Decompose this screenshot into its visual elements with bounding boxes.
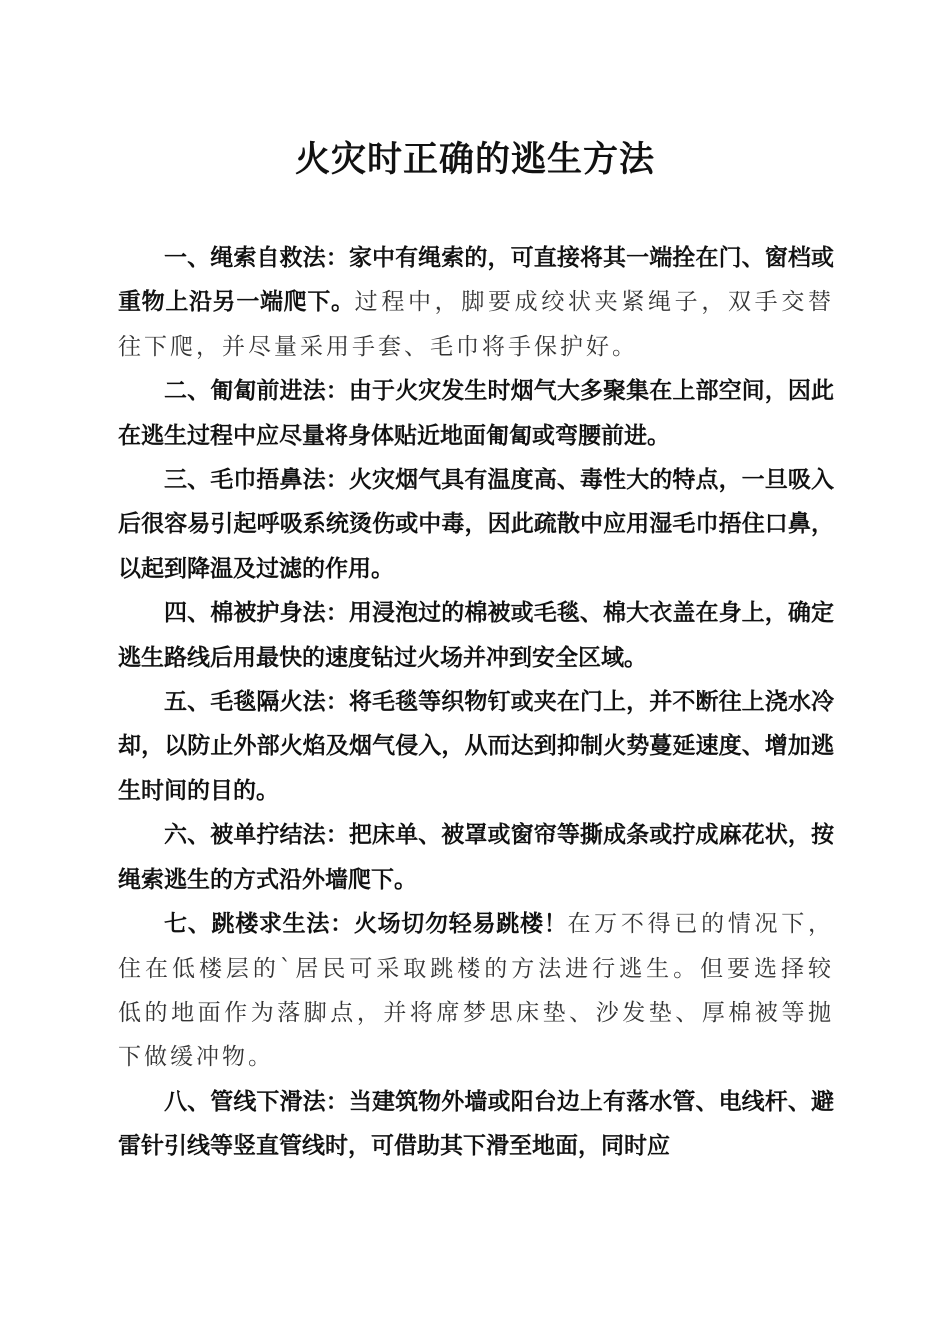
- paragraph-1-main: 一、绳索自救法：家中有绳索的，可直接将其一端拴在门、窗档或重物上沿另一端爬下。: [118, 245, 834, 316]
- paragraph-1: [118, 236, 834, 369]
- paragraph-5-main: 五、毛毯隔火法：将毛毯等织物钉或夹在门上，并不断往上浇水冷却，以防止外部火焰及烟气侵入，从而达到抑制火势蔓延速度、增加逃生时间的目的。: [118, 689, 834, 804]
- paragraph-3: [118, 458, 834, 591]
- paragraph-6: [118, 813, 834, 902]
- paragraph-8-main: 八、管线下滑法：当建筑物外墙或阳台边上有落水管、电线杆、避雷针引线等竖直管线时，可借助其下滑至地面，同时应: [118, 1088, 834, 1160]
- paragraph-3-main: 三、毛巾捂鼻法：火灾烟气具有温度高、毒性大的特点，一旦吸入后很容易引起呼吸系统烫伤或中毒，因此疏散中应用湿毛巾捂住口鼻，以起到降温及过滤的作用。: [118, 467, 834, 582]
- paragraph-7: [118, 902, 834, 1080]
- paragraph-7-main: 七、跳楼求生法：火场切勿轻易跳楼！: [164, 911, 568, 938]
- paragraph-5: [118, 680, 834, 813]
- paragraph-2: [118, 369, 834, 458]
- paragraph-1-extra: 过程中，脚要成绞状夹紧绳子，双手交替往下爬，并尽量采用手套、毛巾将手保护好。: [118, 289, 835, 360]
- paragraph-7-extra: 在万不得已的情况下，住在低楼层的`居民可采取跳楼的方法进行逃生。但要选择较低的地面作为落脚点，并将席梦思床垫、沙发垫、厚棉被等抛下做缓冲物。: [118, 911, 835, 1071]
- paragraph-6-main: 六、被单拧结法：把床单、被罩或窗帘等撕成条或拧成麻花状，按绳索逃生的方式沿外墙爬下。: [118, 822, 834, 893]
- paragraph-8: [118, 1080, 834, 1169]
- paragraph-2-main: 二、匍匐前进法：由于火灾发生时烟气大多聚集在上部空间，因此在逃生过程中应尽量将身体贴近地面匍匐或弯腰前进。: [118, 378, 834, 449]
- document-body: [118, 236, 834, 1169]
- paragraph-4-main: 四、棉被护身法：用浸泡过的棉被或毛毯、棉大衣盖在身上，确定逃生路线后用最快的速度钻过火场并冲到安全区域。: [118, 600, 834, 671]
- paragraph-4: [118, 591, 834, 680]
- document-title: 火灾时正确的逃生方法: [294, 139, 655, 180]
